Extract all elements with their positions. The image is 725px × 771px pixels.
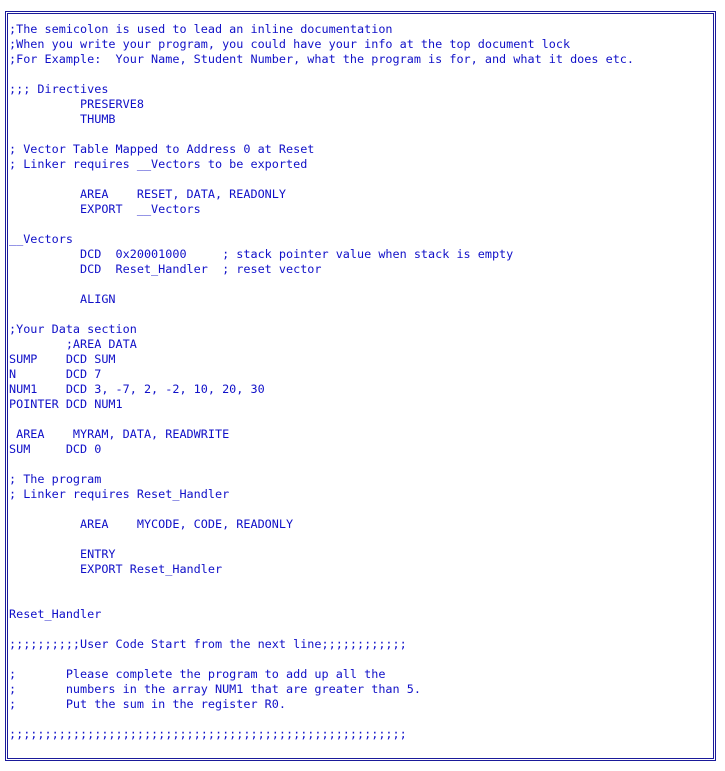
code-line: EXPORT __Vectors bbox=[9, 202, 201, 216]
code-line: ;;;;;;;;;;User Code Start from the next line;;;;;;;;;;;; bbox=[9, 637, 407, 651]
assembly-code-block bbox=[9, 22, 634, 742]
code-line: ; Vector Table Mapped to Address 0 at Reset bbox=[9, 142, 315, 156]
code-line bbox=[9, 127, 634, 142]
code-line: SUMP DCD SUM bbox=[9, 352, 116, 366]
code-line: ENTRY bbox=[9, 547, 116, 561]
code-line: ;When you write your program, you could have your info at the top document lock bbox=[9, 37, 571, 51]
code-line bbox=[9, 622, 634, 637]
code-line bbox=[9, 712, 634, 727]
code-line bbox=[9, 67, 634, 82]
code-line bbox=[9, 577, 634, 592]
code-line: SUM DCD 0 bbox=[9, 442, 102, 456]
code-line: ; Put the sum in the register R0. bbox=[9, 697, 286, 711]
code-line: ;;;;;;;;;;;;;;;;;;;;;;;;;;;;;;;;;;;;;;;;;;;;;;;;;;;;;;;; bbox=[9, 727, 407, 741]
code-line: __Vectors bbox=[9, 232, 73, 246]
code-line: AREA RESET, DATA, READONLY bbox=[9, 187, 286, 201]
code-line: NUM1 DCD 3, -7, 2, -2, 10, 20, 30 bbox=[9, 382, 265, 396]
code-line bbox=[9, 502, 634, 517]
code-line bbox=[9, 592, 634, 607]
code-line: ; Please complete the program to add up all the bbox=[9, 667, 386, 681]
code-line: EXPORT Reset_Handler bbox=[9, 562, 223, 576]
code-line: ; numbers in the array NUM1 that are greater than 5. bbox=[9, 682, 421, 696]
code-line: ;For Example: Your Name, Student Number, what the program is for, and what it does etc. bbox=[9, 52, 635, 66]
code-line: N DCD 7 bbox=[9, 367, 102, 381]
code-line: ;Your Data section bbox=[9, 322, 137, 336]
code-line: ; Linker requires Reset_Handler bbox=[9, 487, 230, 501]
code-line bbox=[9, 457, 634, 472]
code-line: ;The semicolon is used to lead an inline documentation bbox=[9, 22, 393, 36]
code-line: ; Linker requires __Vectors to be exported bbox=[9, 157, 308, 171]
code-line bbox=[9, 307, 634, 322]
code-line: DCD 0x20001000 ; stack pointer value when stack is empty bbox=[9, 247, 514, 261]
code-line: POINTER DCD NUM1 bbox=[9, 397, 123, 411]
code-line: ;AREA DATA bbox=[9, 337, 137, 351]
code-line bbox=[9, 277, 634, 292]
code-line bbox=[9, 217, 634, 232]
code-line: Reset_Handler bbox=[9, 607, 102, 621]
code-line: AREA MYRAM, DATA, READWRITE bbox=[9, 427, 230, 441]
code-line bbox=[9, 172, 634, 187]
code-line: ; The program bbox=[9, 472, 102, 486]
code-line: DCD Reset_Handler ; reset vector bbox=[9, 262, 322, 276]
code-line: AREA MYCODE, CODE, READONLY bbox=[9, 517, 294, 531]
code-line bbox=[9, 532, 634, 547]
code-line bbox=[9, 652, 634, 667]
code-line: PRESERVE8 bbox=[9, 97, 144, 111]
code-line: ALIGN bbox=[9, 292, 116, 306]
code-line: THUMB bbox=[9, 112, 116, 126]
code-line bbox=[9, 412, 634, 427]
code-line: ;;; Directives bbox=[9, 82, 109, 96]
